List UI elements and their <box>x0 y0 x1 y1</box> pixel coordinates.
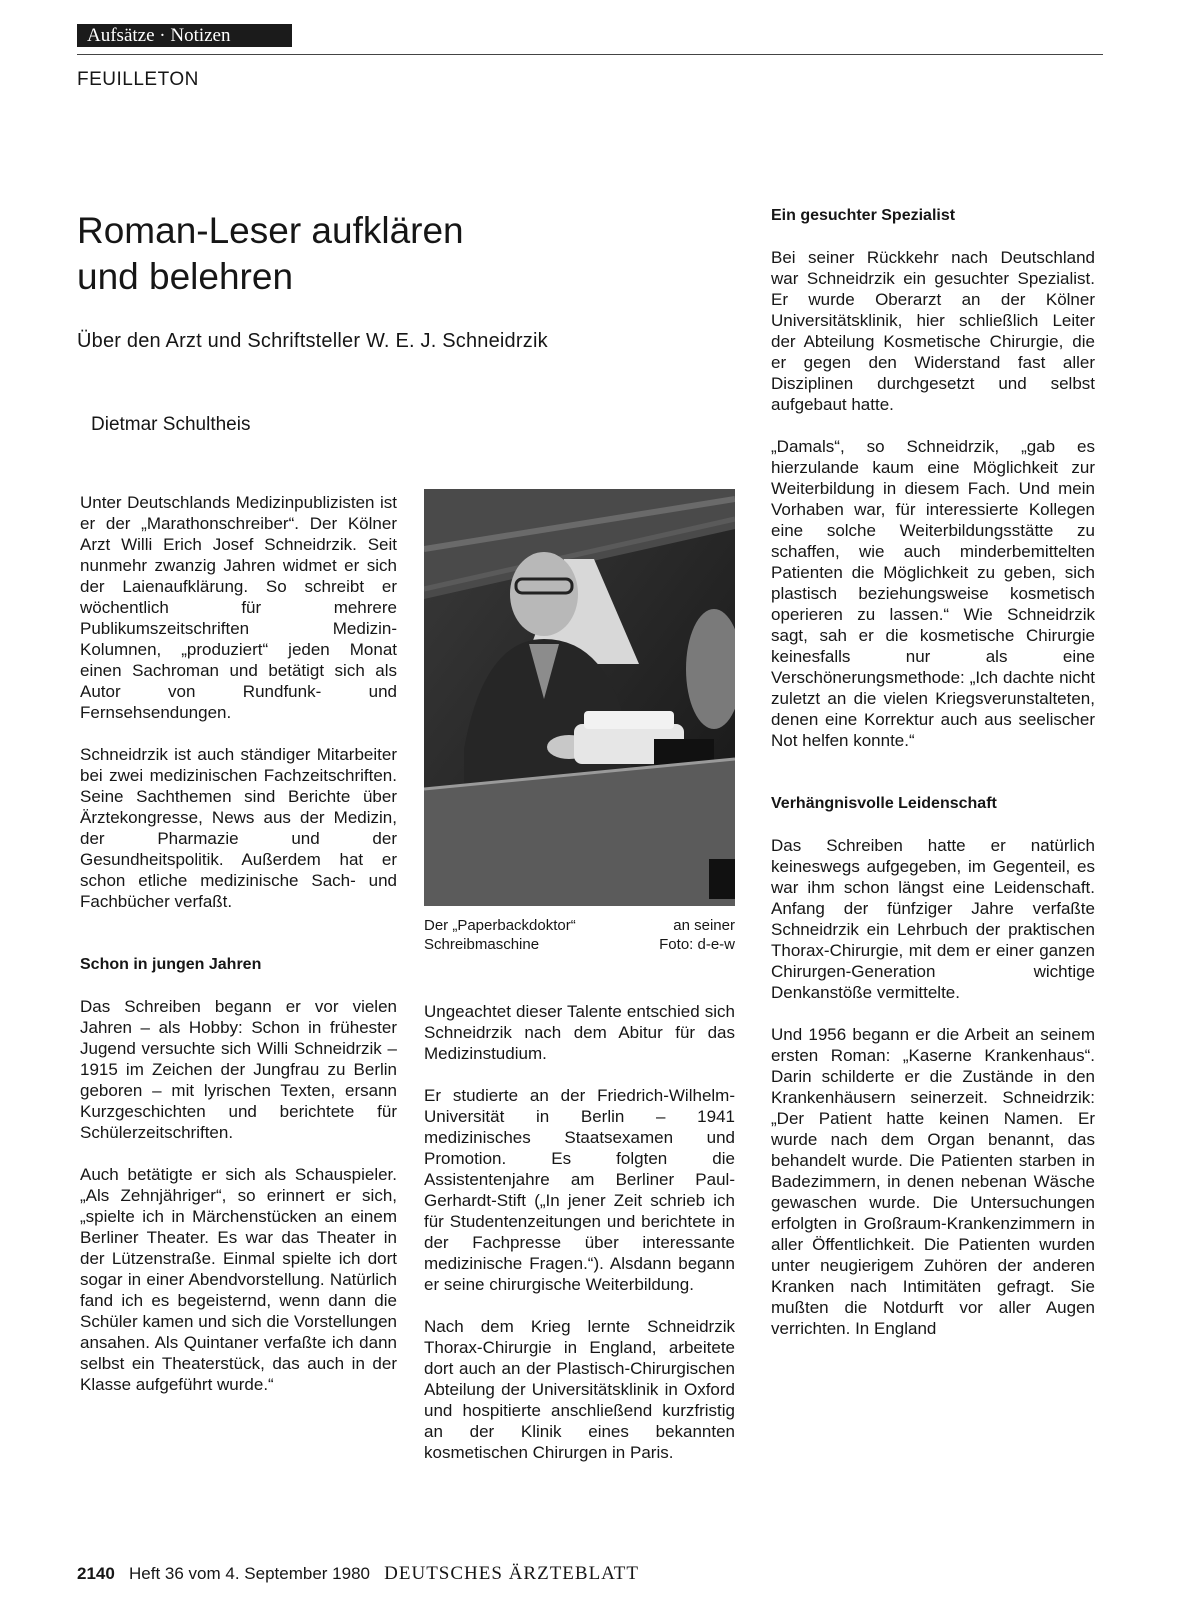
headline <box>77 208 697 300</box>
caption-text-2: an seiner <box>673 917 735 934</box>
author-photo <box>424 489 735 906</box>
photo-credit: Foto: d-e-w <box>659 936 735 953</box>
col1-paragraph-2: Schneidrzik ist auch ständiger Mitarbeiter bei zwei medizinischen Fachzeitschriften. Seine Sachthemen sind Berichte über Ärztekongresse, News aus der Medizin, der Pharmazie und der Gesundheitspolitik. Außerdem hat er schon etliche medizinische Sach- und Fachbücher verfaßt. <box>80 745 397 911</box>
rubric: FEUILLETON <box>77 69 199 90</box>
col3-paragraph-4: Und 1956 begann er die Arbeit an seinem ersten Roman: „Kaserne Krankenhaus“. Darin schilderte er die Zustände in den Krankenhäusern seinerzeit. Schneidrzik: „Der Patient hatte keinen Namen. Er wurde nach dem Organ benannt, das behandelt wurde. Die Patienten starben in Badezimmern, in denen nebenan Wäsche gewaschen wurde. Die Untersuchungen erfolgten in Großraum-Krankenzimmern in aller Öffentlichkeit. Die Patienten wurden unter neugierigem Zuhören der anderen Kranken nach Intimitäten gefragt. Sie mußten die Notdurft vor aller Augen verrichten. In England <box>771 1025 1095 1338</box>
col1-paragraph-3: Das Schreiben begann er vor vielen Jahren – als Hobby: Schon in frühester Jugend versuchte sich Willi Schneidrzik – 1915 im Zeichen der Jungfrau zu Berlin geboren – mit lyrischen Texten, ersann Kurzgeschichten und berichtete für Schülerzeitschriften. <box>80 997 397 1142</box>
issue-info: Heft 36 vom 4. September 1980 <box>129 1564 370 1583</box>
page-number: 2140 <box>77 1564 115 1583</box>
masthead: DEUTSCHES ÄRZTEBLATT <box>384 1563 640 1584</box>
header-rule <box>77 54 1103 55</box>
caption-text-3: Schreibmaschine <box>424 936 540 953</box>
author-byline: Dietmar Schultheis <box>91 414 251 435</box>
col3-heading-2: Verhängnisvolle Leidenschaft <box>771 795 997 812</box>
headline-line-2: und belehren <box>77 256 294 297</box>
col2-paragraph-1: Ungeachtet dieser Talente entschied sich Schneidrzik nach dem Abitur für das Medizinstudium. <box>424 1002 735 1063</box>
photo-illustration <box>424 489 735 906</box>
section-tab: Aufsätze · Notizen <box>77 24 292 47</box>
col2-paragraph-2: Er studierte an der Friedrich-Wilhelm-Universität in Berlin – 1941 medizinisches Staatsexamen und Promotion. Es folgten die Assistentenjahre am Berliner Paul-Gerhardt-Stift („In jener Zeit schrieb ich für Studentenzeitungen und berichtete in der Fachpresse über interessante medizinische Fragen.“). Alsdann begann er seine chirurgische Weiterbildung. <box>424 1086 735 1294</box>
caption-text-1: Der „Paperbackdoktor“ <box>424 917 576 934</box>
col3-paragraph-3: Das Schreiben hatte er natürlich keineswegs aufgegeben, im Gegenteil, es war ihm schon längst eine Leidenschaft. Anfang der fünfziger Jahre verfaßte Schneidrzik ein Lehrbuch der praktischen Thorax-Chirurgie, mit dem er einer ganzen Chirurgen-Generation wichtige Denkanstöße vermittelte. <box>771 836 1095 1002</box>
headline-line-1: Roman-Leser aufklären <box>77 210 464 251</box>
column-2 <box>424 1001 735 1484</box>
photo-caption <box>424 916 735 954</box>
col1-paragraph-1: Unter Deutschlands Medizinpublizisten ist er der „Marathonschreiber“. Der Kölner Arzt Willi Erich Josef Schneidrzik. Seit nunmehr zwanzig Jahren widmet er sich der Laienaufklärung. So schreibt er wöchentlich für mehrere Publikumszeitschriften Medizin-Kolumnen, „produziert“ jeden Monat einen Sachroman und betätigt sich als Autor von Rundfunk- und Fernsehsendungen. <box>80 493 397 722</box>
col3-heading-1: Ein gesuchter Spezialist <box>771 207 956 224</box>
col1-heading: Schon in jungen Jahren <box>80 956 262 973</box>
col3-paragraph-2: „Damals“, so Schneidrzik, „gab es hierzulande kaum eine Möglichkeit zur Weiterbildung in diesem Fach. Und mein Vorhaben war, für interessierte Kollegen eine solche Weiterbildungsstätte zu schaffen, wie auch minderbemittelten Patienten die Möglichkeit zu geben, sich plastisch beziehungsweise kosmetisch operieren zu lassen.“ Wie Schneidrzik sagt, sah er die kosmetische Chirurgie keinesfalls nur als eine Verschönerungsmethode: „Ich dachte nicht zuletzt an die vielen Kriegsverunstalteten, denen eine Korrektur auch aus seelischer Not helfen konnte.“ <box>771 437 1095 750</box>
subtitle: Über den Arzt und Schriftsteller W. E. J. Schneidrzik <box>77 330 548 352</box>
col3-paragraph-1: Bei seiner Rückkehr nach Deutschland war Schneidrzik ein gesuchter Spezialist. Er wurde Oberarzt an der Kölner Universitätsklinik, hier schließlich Leiter der Abteilung Kosmetische Chirurgie, die er gegen den Widerstand fast aller Disziplinen durchgesetzt und selbst aufgebaut hatte. <box>771 248 1095 414</box>
col1-paragraph-4: Auch betätigte er sich als Schauspieler. „Als Zehnjähriger“, so erinnert er sich, „spielte ich in Märchenstücken an einem Berliner Theater. Es war das Theater in der Lützenstraße. Einmal spielte ich dort sogar in einer Abendvorstellung. Natürlich fand ich es begeisternd, wenn dann die Schüler kamen und sich die Vorstellungen ansahen. Als Quintaner verfaßte ich dann selbst ein Theaterstück, das auch in der Klasse aufgeführt wurde.“ <box>80 1165 397 1394</box>
col2-paragraph-3: Nach dem Krieg lernte Schneidrzik Thorax-Chirurgie in England, arbeitete dort auch an der Plastisch-Chirurgischen Abteilung der Universitätsklinik in Oxford und hospitierte anschließend kurzfristig an der Klinik eines bekannten kosmetischen Chirurgen in Paris. <box>424 1317 735 1462</box>
page-footer <box>77 1563 639 1585</box>
column-3 <box>771 205 1095 1360</box>
column-1 <box>80 492 397 1416</box>
